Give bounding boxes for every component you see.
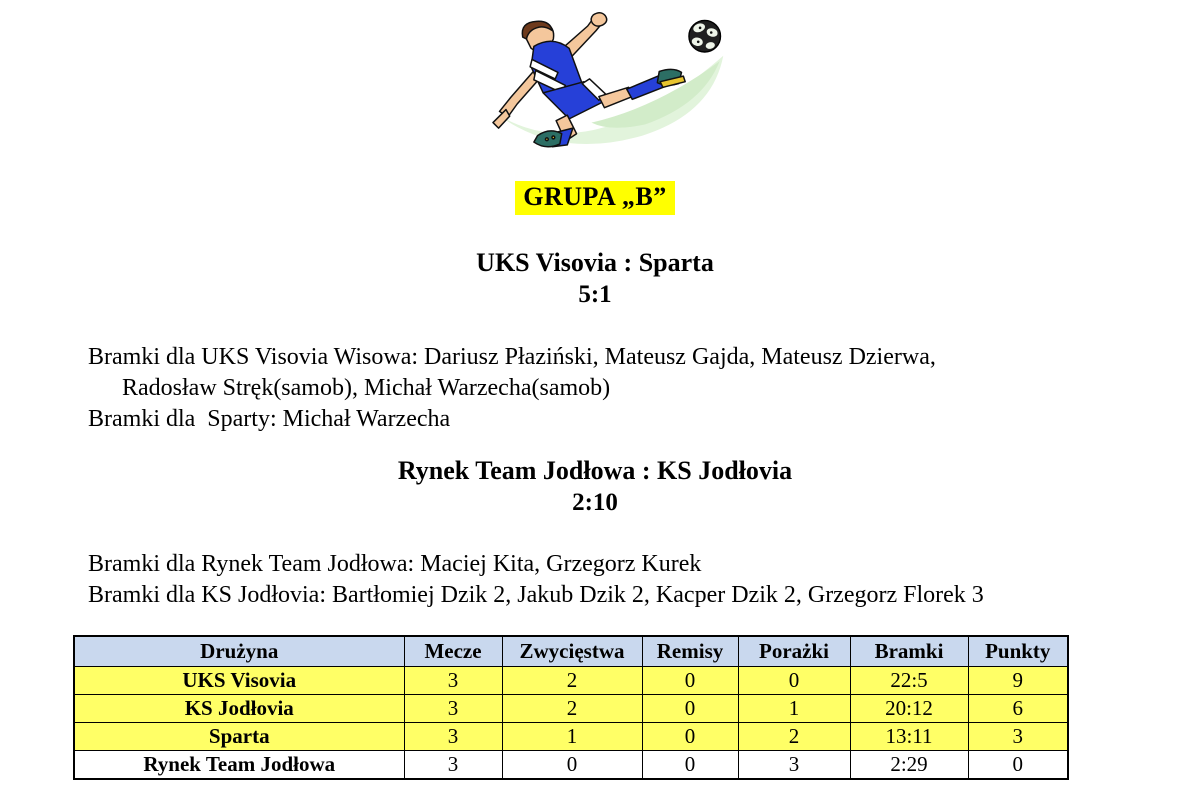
- stat-cell: 1: [738, 695, 850, 723]
- goals-line: Bramki dla KS Jodłovia: Bartłomiej Dzik 2, Jakub Dzik 2, Kacper Dzik 2, Grzegorz Florek 3: [88, 582, 984, 608]
- table-row: [74, 667, 1068, 695]
- team-name-cell: Rynek Team Jodłowa: [74, 751, 404, 780]
- header-cell-punkty: Punkty: [968, 636, 1068, 667]
- table-header-row: [74, 636, 1068, 667]
- match1-score: 5:1: [578, 281, 612, 308]
- stat-cell: 9: [968, 667, 1068, 695]
- stat-cell: 2: [738, 723, 850, 751]
- team-name-cell: UKS Visovia: [74, 667, 404, 695]
- stat-cell: 20:12: [850, 695, 968, 723]
- header-cell-zwyciestwa: Zwycięstwa: [502, 636, 642, 667]
- stat-cell: 0: [642, 723, 738, 751]
- stat-cell: 2: [502, 695, 642, 723]
- stat-cell: 0: [642, 695, 738, 723]
- stat-cell: 6: [968, 695, 1068, 723]
- stat-cell: 2:29: [850, 751, 968, 780]
- stat-cell: 1: [502, 723, 642, 751]
- team-name-cell: KS Jodłovia: [74, 695, 404, 723]
- table-row: [74, 751, 1068, 780]
- header-cell-bramki: Bramki: [850, 636, 968, 667]
- stat-cell: 0: [968, 751, 1068, 780]
- soccer-ball-icon: [689, 20, 721, 52]
- goals-line: Bramki dla Rynek Team Jodłowa: Maciej Kita, Grzegorz Kurek: [88, 551, 702, 577]
- goals-line: Bramki dla UKS Visovia Wisowa: Dariusz Płaziński, Mateusz Gajda, Mateusz Dzierwa,: [88, 344, 936, 370]
- stat-cell: 3: [404, 751, 502, 780]
- stat-cell: 13:11: [850, 723, 968, 751]
- match2-goals-paragraph: [88, 549, 984, 611]
- group-title: GRUPA „B”: [515, 181, 674, 215]
- header-cell-porazki: Porażki: [738, 636, 850, 667]
- stat-cell: 2: [502, 667, 642, 695]
- stat-cell: 3: [968, 723, 1068, 751]
- match2-score: 2:10: [572, 489, 618, 516]
- stat-cell: 0: [642, 751, 738, 780]
- soccer-player-kicking-ball-icon: [480, 2, 740, 154]
- header-cell-druzyna: Drużyna: [74, 636, 404, 667]
- stat-cell: 0: [502, 751, 642, 780]
- stat-cell: 3: [404, 695, 502, 723]
- match2-title: Rynek Team Jodłowa : KS Jodłovia: [397, 456, 793, 485]
- stat-cell: 3: [404, 723, 502, 751]
- goals-line: Bramki dla Sparty: Michał Warzecha: [88, 406, 451, 432]
- table-row: [74, 695, 1068, 723]
- standings-table: [73, 635, 1069, 780]
- stat-cell: 3: [738, 751, 850, 780]
- header-cell-remisy: Remisy: [642, 636, 738, 667]
- match1-title: UKS Visovia : Sparta: [476, 248, 714, 277]
- stat-cell: 0: [738, 667, 850, 695]
- stat-cell: 0: [642, 667, 738, 695]
- stat-cell: 22:5: [850, 667, 968, 695]
- goals-line: Radosław Stręk(samob), Michał Warzecha(samob): [122, 375, 611, 401]
- match1-goals-paragraph: [88, 342, 936, 435]
- stat-cell: 3: [404, 667, 502, 695]
- table-row: [74, 723, 1068, 751]
- header-cell-mecze: Mecze: [404, 636, 502, 667]
- team-name-cell: Sparta: [74, 723, 404, 751]
